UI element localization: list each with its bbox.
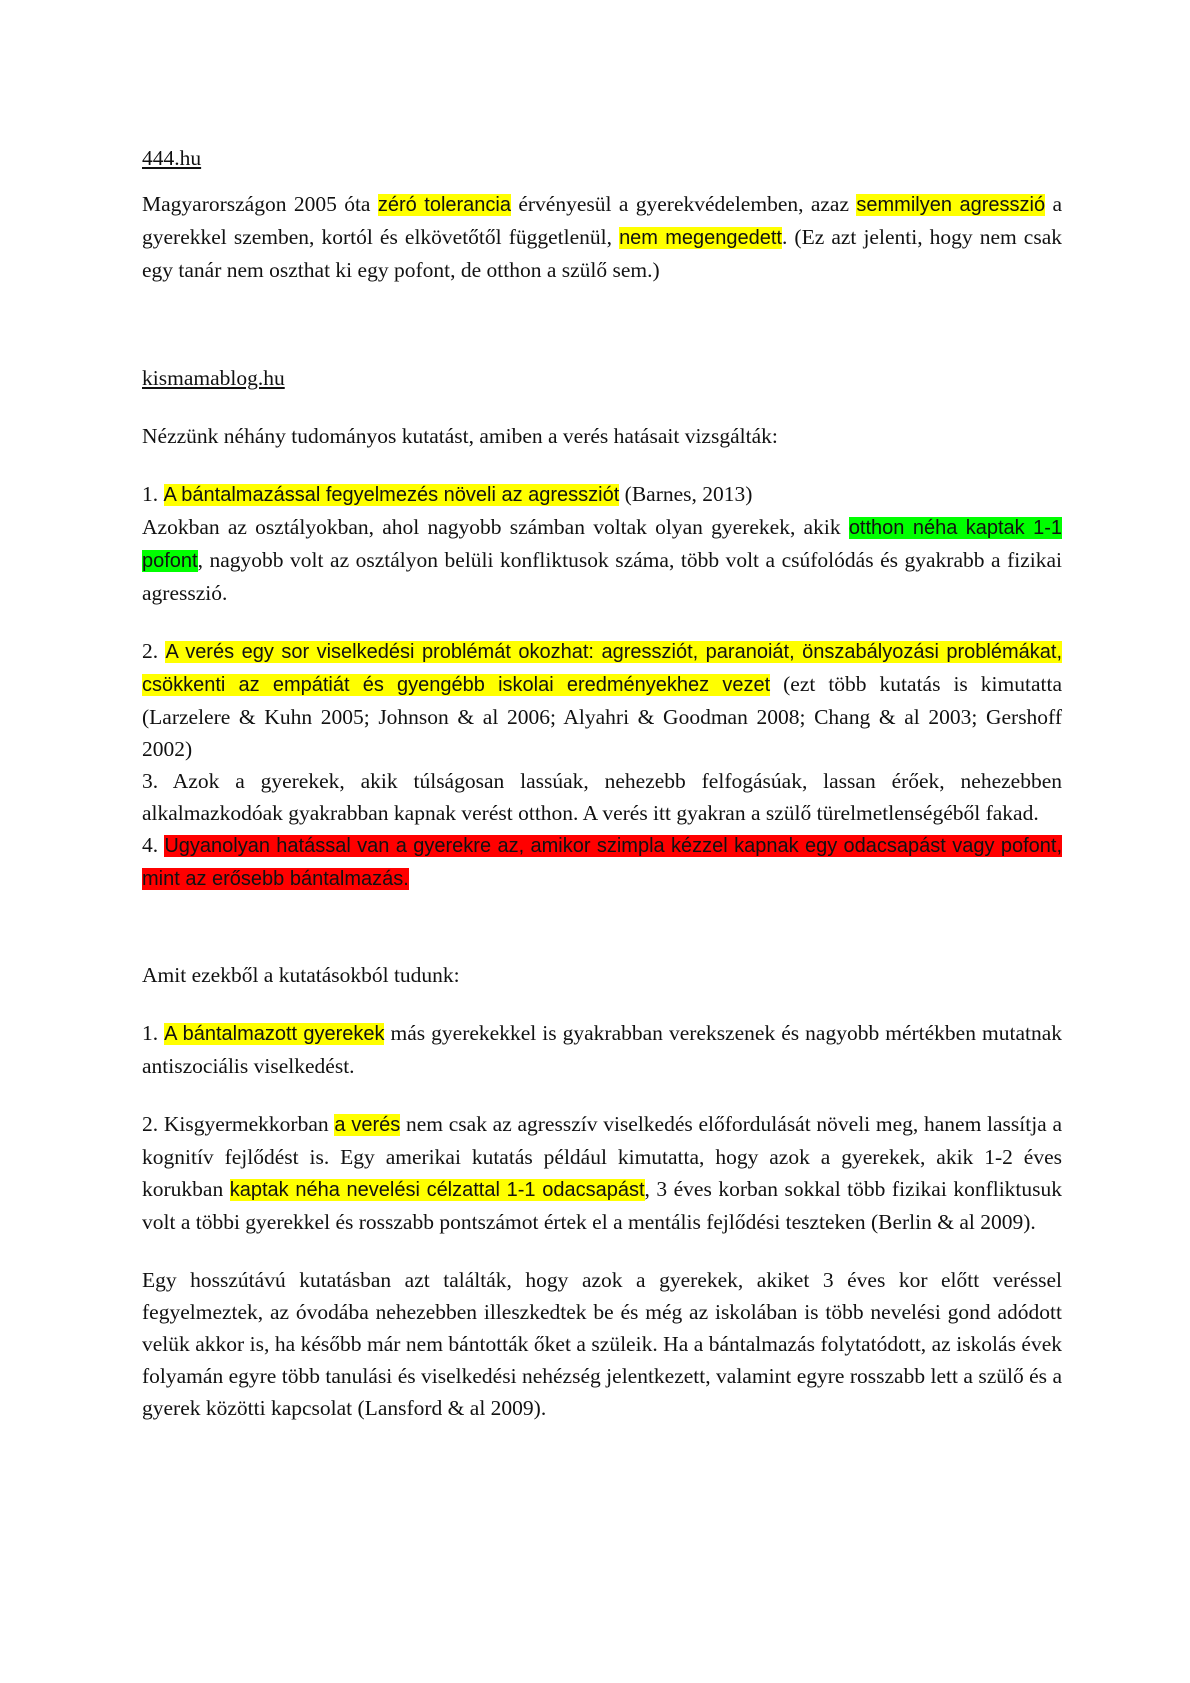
text: a gyerekkel szemben, kortól és elkövetőtől függetlenül, — [142, 192, 1062, 249]
source-link-kismamablog[interactable]: kismamablog.hu — [142, 366, 285, 390]
conclusion-item-2 — [142, 1108, 1062, 1238]
text: Azokban az osztályokban, ahol nagyobb számban voltak olyan gyerekek, akik — [142, 515, 849, 539]
text: (ezt több kutatás is kimutatta (Larzelere & Kuhn 2005; Johnson & al 2006; Alyahri & Goodman 2008; Chang & al 2003; Gershoff 2002) — [142, 672, 1062, 761]
highlight-yellow: kaptak néha nevelési célzattal 1-1 odacsapást — [229, 1179, 645, 1201]
item-number: 2. — [142, 639, 166, 663]
highlight-yellow: nem megengedett — [619, 227, 782, 249]
highlight-yellow: A verés egy sor viselkedési problémát okozhat: agressziót, paranoiát, önszabályozási problémákat, csökkenti az empátiát és gyengébb iskolai eredményekhez vezet — [142, 641, 1062, 696]
text: (Barnes, 2013) — [619, 482, 753, 506]
highlight-red: Ugyanolyan hatással van a gyerekre az, amikor szimpla kézzel kapnak egy odacsapást vagy pofont, mint az erősebb bántalmazás. — [142, 835, 1062, 890]
source-link-444[interactable]: 444.hu — [142, 146, 202, 170]
highlight-green: otthon néha kaptak 1-1 pofont — [142, 517, 1062, 572]
item-number: 1. — [142, 1021, 165, 1045]
highlight-yellow: a verés — [334, 1114, 401, 1136]
highlight-yellow: A bántalmazott gyerekek — [164, 1023, 385, 1045]
text: érvényesül a gyerekvédelemben, azaz — [511, 192, 857, 216]
text: , 3 éves korban sokkal több fizikai konfliktusuk volt a többi gyerekkel és rosszabb pontszámot értek el a mentális fejlődési teszteken (Berlin & al 2009). — [142, 1177, 1063, 1234]
text: , nagyobb volt az osztályon belüli konfliktusok száma, több volt a csúfolódás és gyakrabb a fizikai agresszió. — [142, 548, 1062, 605]
text: Magyarországon 2005 óta — [142, 192, 378, 216]
final-paragraph: Egy hosszútávú kutatásban azt találták, hogy azok a gyerekek, akiket 3 éves kor előtt veréssel fegyelmeztek, az óvodába nehezebben illeszkedtek be és még az iskolában is több nevelési gond adódott velük akkor is, ha később már nem bántották őket a szüleik. Ha a bántalmazás folytatódott, az iskolás évek folyamán egyre több tanulási és viselkedési nehézség jelentkezett, valamint egyre rosszabb lett a szülő és a gyerek közötti kapcsolat (Lansford & al 2009). — [142, 1268, 1062, 1420]
research-item-1 — [142, 478, 1062, 609]
conclusion-item-1 — [142, 1017, 1062, 1082]
text: 2. Kisgyermekkorban — [142, 1112, 335, 1136]
intro-conclusions: Amit ezekből a kutatásokból tudunk: — [142, 963, 460, 987]
item-number: 4. — [142, 833, 165, 857]
research-item-2 — [142, 635, 1062, 765]
intro-research: Nézzünk néhány tudományos kutatást, amiben a verés hatásait vizsgálták: — [142, 424, 778, 448]
text: . (Ez azt jelenti, hogy nem csak egy tanár nem oszthat ki egy pofont, de otthon a szülő sem.) — [142, 225, 1062, 282]
research-item-3: 3. Azok a gyerekek, akik túlságosan lassúak, nehezebb felfogásúak, lassan érőek, nehezebben alkalmazkodóak gyakrabban kapnak verést otthon. A verés itt gyakran a szülő türelmetlenségéből fakad. — [142, 769, 1062, 825]
text: más gyerekekkel is gyakrabban verekszenek és nagyobb mértékben mutatnak antiszociális viselkedést. — [142, 1021, 1063, 1078]
highlight-yellow: zéró tolerancia — [377, 194, 511, 216]
item-number: 1. — [142, 482, 164, 506]
paragraph-zero-tolerance — [142, 188, 1062, 286]
research-item-4 — [142, 829, 1062, 895]
highlight-yellow: semmilyen agresszió — [856, 194, 1046, 216]
highlight-yellow: A bántalmazással fegyelmezés növeli az agressziót — [163, 484, 620, 506]
text: nem csak az agresszív viselkedés előfordulását növeli meg, hanem lassítja a kognitív fejlődést is. Egy amerikai kutatás például kimutatta, hogy azok a gyerekek, akik 1-2 éves korukban — [142, 1112, 1062, 1201]
document-page — [142, 142, 1062, 1424]
